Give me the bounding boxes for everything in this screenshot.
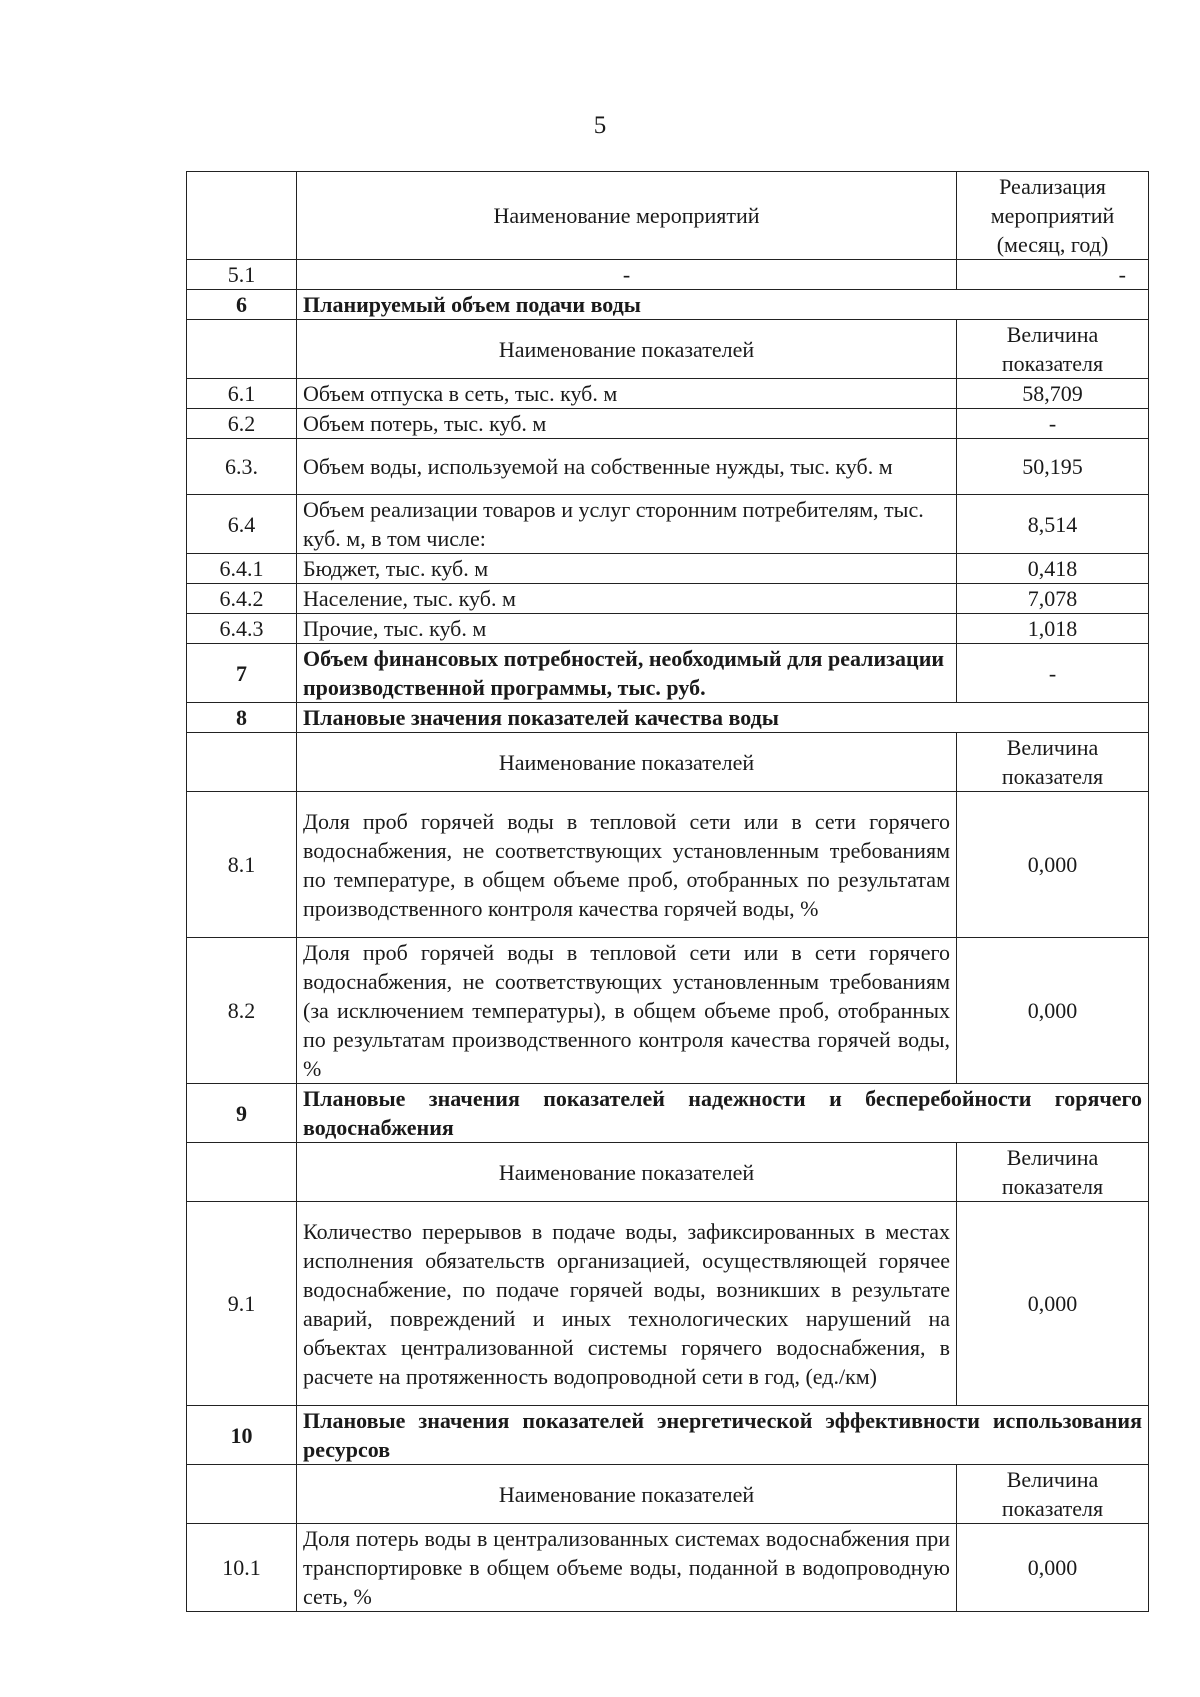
- section-num: 8: [187, 703, 297, 733]
- program-table: [186, 171, 1149, 1612]
- table-row: [187, 1202, 1149, 1406]
- row-value: 50,195: [957, 439, 1149, 495]
- section-row: [187, 703, 1149, 733]
- section-row: [187, 1084, 1149, 1143]
- indicators-header-value: Величина показателя: [957, 733, 1149, 792]
- table-row: [187, 409, 1149, 439]
- table-row: [187, 614, 1149, 644]
- row-name: Доля проб горячей воды в тепловой сети или в сети горячего водоснабжения, не соответствующих установленным требованиям по температуре, в общем объеме проб, отобранных по результатам производственного контроля качества горячей воды, %: [297, 792, 957, 938]
- table-row: [187, 439, 1149, 495]
- section-title: Плановые значения показателей качества воды: [297, 703, 1149, 733]
- indicators-header-row: [187, 733, 1149, 792]
- row-num: 6.4.3: [187, 614, 297, 644]
- indicators-header-row: [187, 1465, 1149, 1524]
- table-row: [187, 792, 1149, 938]
- indicators-header-num: [187, 1465, 297, 1524]
- row-name: Количество перерывов в подаче воды, зафиксированных в местах исполнения обязательств организацией, осуществляющей горячее водоснабжение, по подаче горячей воды, возникших в результате аварий, повреждений и иных технологических нарушений на объектах централизованной системы горячего водоснабжения, в расчете на протяженность водопроводной сети в год, (ед./км): [297, 1202, 957, 1406]
- indicators-header-name: Наименование показателей: [297, 733, 957, 792]
- row-num: 6.1: [187, 379, 297, 409]
- row-name: Объем реализации товаров и услуг сторонним потребителям, тыс. куб. м, в том числе:: [297, 495, 957, 554]
- table-row: [187, 379, 1149, 409]
- row-value: 0,418: [957, 554, 1149, 584]
- row-num: 5.1: [187, 260, 297, 290]
- table-row: [187, 584, 1149, 614]
- page-number: 5: [593, 112, 607, 139]
- indicators-header-value: Величина показателя: [957, 320, 1149, 379]
- row-name: Прочие, тыс. куб. м: [297, 614, 957, 644]
- row-value: 0,000: [957, 938, 1149, 1084]
- table-row: [187, 260, 1149, 290]
- row-num: 10.1: [187, 1524, 297, 1612]
- indicators-header-name: Наименование показателей: [297, 320, 957, 379]
- indicators-header-num: [187, 733, 297, 792]
- indicators-header-name: Наименование показателей: [297, 1143, 957, 1202]
- row-num: 6.3.: [187, 439, 297, 495]
- section-row: [187, 644, 1149, 703]
- row-name: Доля проб горячей воды в тепловой сети или в сети горячего водоснабжения, не соответствующих установленным требованиям (за исключением температуры), в общем объеме проб, отобранных по результатам производственного контроля качества горячей воды, %: [297, 938, 957, 1084]
- indicators-header-value: Величина показателя: [957, 1465, 1149, 1524]
- section-num: 10: [187, 1406, 297, 1465]
- measures-header-realization: Реализация мероприятий (месяц, год): [957, 172, 1149, 260]
- row-name: -: [297, 260, 957, 290]
- row-name: Население, тыс. куб. м: [297, 584, 957, 614]
- section-num: 6: [187, 290, 297, 320]
- section-row: [187, 290, 1149, 320]
- row-name: Объем отпуска в сеть, тыс. куб. м: [297, 379, 957, 409]
- indicators-header-value: Величина показателя: [957, 1143, 1149, 1202]
- row-value: -: [957, 260, 1149, 290]
- table-row: [187, 554, 1149, 584]
- section-title: Объем финансовых потребностей, необходимый для реализации производственной программы, тыс. руб.: [297, 644, 957, 703]
- row-num: 9.1: [187, 1202, 297, 1406]
- section-value: -: [957, 644, 1149, 703]
- section-title: Плановые значения показателей надежности и бесперебойности горячего водоснабжения: [297, 1084, 1149, 1143]
- row-num: 6.4: [187, 495, 297, 554]
- row-value: 8,514: [957, 495, 1149, 554]
- row-name: Бюджет, тыс. куб. м: [297, 554, 957, 584]
- indicators-header-num: [187, 320, 297, 379]
- indicators-header-row: [187, 320, 1149, 379]
- table-row: [187, 495, 1149, 554]
- section-title: Плановые значения показателей энергетической эффективности использования ресурсов: [297, 1406, 1149, 1465]
- indicators-header-num: [187, 1143, 297, 1202]
- indicators-header-name: Наименование показателей: [297, 1465, 957, 1524]
- row-num: 6.4.2: [187, 584, 297, 614]
- row-value: 58,709: [957, 379, 1149, 409]
- row-num: 8.1: [187, 792, 297, 938]
- measures-header-num: [187, 172, 297, 260]
- row-name: Объем потерь, тыс. куб. м: [297, 409, 957, 439]
- row-value: 0,000: [957, 1202, 1149, 1406]
- section-num: 9: [187, 1084, 297, 1143]
- indicators-header-row: [187, 1143, 1149, 1202]
- measures-header-name: Наименование мероприятий: [297, 172, 957, 260]
- row-value: -: [957, 409, 1149, 439]
- row-num: 8.2: [187, 938, 297, 1084]
- row-num: 6.2: [187, 409, 297, 439]
- row-value: 1,018: [957, 614, 1149, 644]
- table-row: [187, 1524, 1149, 1612]
- measures-header-row: [187, 172, 1149, 260]
- row-value: 7,078: [957, 584, 1149, 614]
- row-name: Объем воды, используемой на собственные нужды, тыс. куб. м: [297, 439, 957, 495]
- row-num: 6.4.1: [187, 554, 297, 584]
- section-num: 7: [187, 644, 297, 703]
- row-value: 0,000: [957, 1524, 1149, 1612]
- row-value: 0,000: [957, 792, 1149, 938]
- row-name: Доля потерь воды в централизованных системах водоснабжения при транспортировке в общем объеме воды, поданной в водопроводную сеть, %: [297, 1524, 957, 1612]
- section-row: [187, 1406, 1149, 1465]
- table-row: [187, 938, 1149, 1084]
- section-title: Планируемый объем подачи воды: [297, 290, 1149, 320]
